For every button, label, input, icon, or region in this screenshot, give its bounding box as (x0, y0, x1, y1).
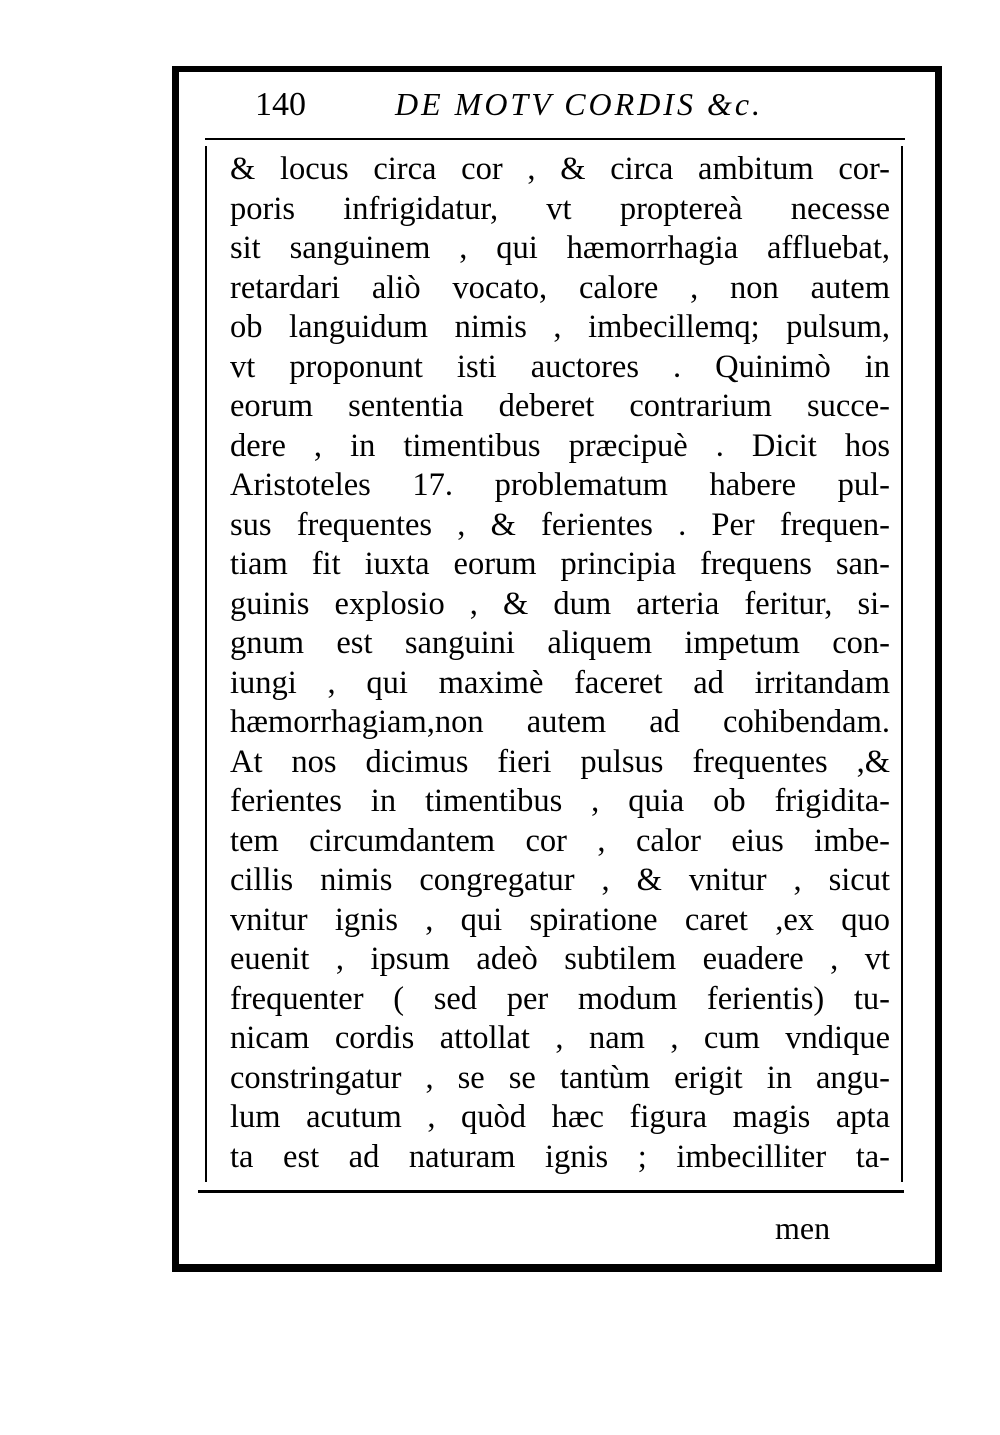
text-line: gnum est sanguini aliquem impetum con- (230, 625, 890, 661)
text-line: hæmorrhagiam,non autem ad cohibendam. (230, 704, 890, 740)
catchword: men (775, 1210, 831, 1246)
running-title: DE MOTV CORDIS &c. (395, 86, 764, 122)
text-line: vt proponunt isti auctores . Quinimò in (230, 348, 890, 385)
text-line: constringatur , se se tantùm erigit in angu- (230, 1059, 890, 1096)
text-line: euenit , ipsum adeò subtilem euadere , vt (230, 941, 890, 977)
text-line: retardari aliò vocato, calore , non autem (230, 269, 890, 306)
text-line: & locus circa cor , & circa ambitum cor- (230, 151, 890, 187)
text-line: ta est ad naturam ignis ; imbecilliter ta- (230, 1138, 890, 1175)
page-number: 140 (255, 86, 306, 123)
page-header (255, 86, 855, 132)
body-text (230, 150, 890, 1177)
text-line: eorum sententia deberet contrarium succe- (230, 388, 890, 424)
footer-rule (198, 1190, 904, 1193)
text-line: sus frequentes , & ferientes . Per frequen- (230, 506, 890, 543)
text-line: sit sanguinem , qui hæmorrhagia affluebat, (230, 230, 890, 266)
text-line: frequenter ( sed per modum ferientis) tu- (230, 980, 890, 1017)
text-line: lum acutum , quòd hæc figura magis apta (230, 1099, 890, 1135)
text-line: Aristoteles 17. problematum habere pul- (230, 467, 890, 503)
text-line: nicam cordis attollat , nam , cum vndique (230, 1020, 890, 1056)
text-line: tem circumdantem cor , calor eius imbe- (230, 822, 890, 859)
text-line: At nos dicimus fieri pulsus frequentes ,& (230, 743, 890, 780)
text-line: vnitur ignis , qui spiratione caret ,ex quo (230, 901, 890, 938)
text-line: iungi , qui maximè faceret ad irritandam (230, 664, 890, 701)
text-line: ob languidum nimis , imbecillemq; pulsum, (230, 309, 890, 345)
text-line: poris infrigidatur, vt proptereà necesse (230, 190, 890, 227)
header-rule (205, 138, 905, 140)
text-line: dere , in timentibus præcipuè . Dicit hos (230, 427, 890, 464)
text-line: cillis nimis congregatur , & vnitur , sicut (230, 862, 890, 898)
text-line: guinis explosio , & dum arteria feritur, si- (230, 585, 890, 622)
text-line: ferientes in timentibus , quia ob frigidita- (230, 783, 890, 819)
text-line: tiam fit iuxta eorum principia frequens san- (230, 546, 890, 582)
